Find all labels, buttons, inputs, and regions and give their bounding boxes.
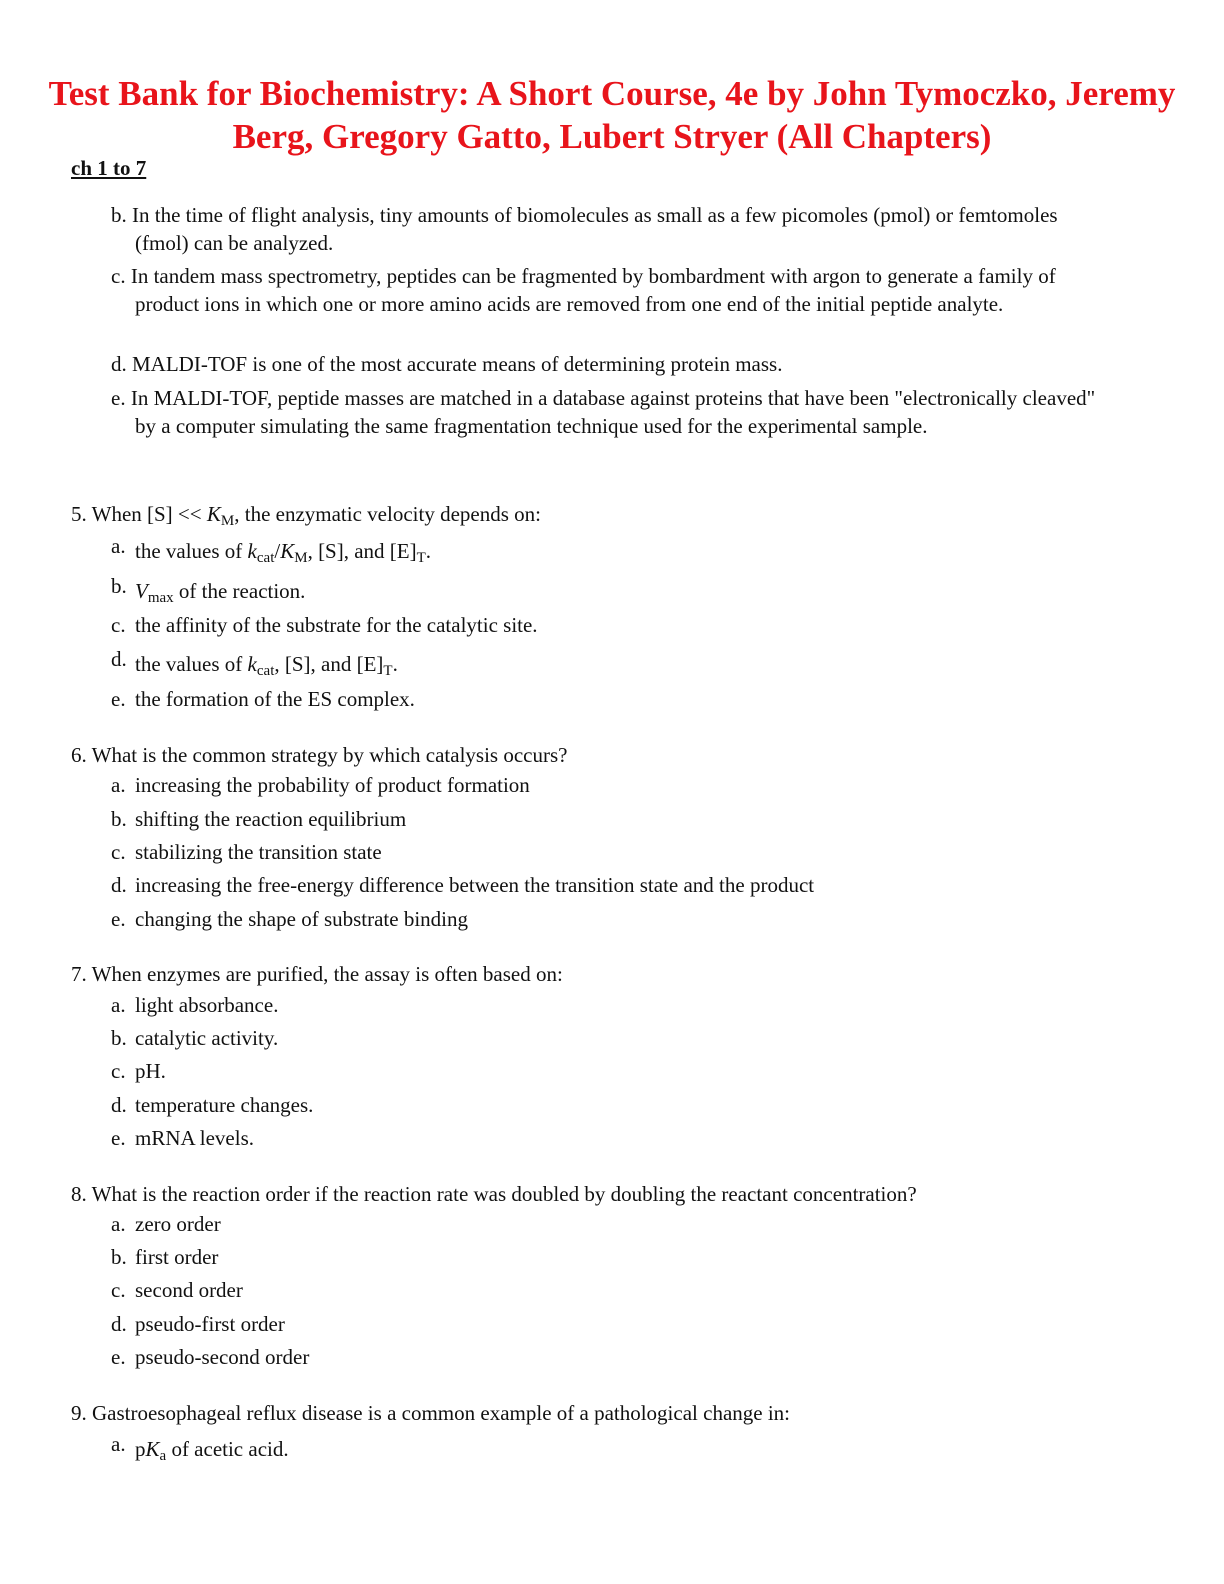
q7-option-c: c. pH.	[111, 1059, 166, 1083]
q5-option-b: b. Vmax of the reaction.	[111, 574, 306, 606]
q8-option-e: e. pseudo-second order	[111, 1345, 310, 1369]
q6-option-d: d. increasing the free-energy difference between the transition state and the product	[111, 873, 815, 897]
q4-option-c: c. In tandem mass spectrometry, peptides can be fragmented by bombardment with argon to generate a family of product ions in which one or more amino acids are removed from one end of the initial peptide analyte.	[111, 264, 1056, 316]
q7-question: 7. When enzymes are purified, the assay is often based on:	[71, 962, 563, 986]
q8-option-d: d. pseudo-first order	[111, 1312, 285, 1336]
document-title: Test Bank for Biochemistry: A Short Course, 4e by John Tymoczko, Jeremy Berg, Gregory Gatto, Lubert Stryer (All Chapters)	[48, 74, 1176, 156]
q5-option-a: a. the values of kcat/KM, [S], and [E]T.	[111, 534, 432, 566]
q7-option-a: a. light absorbance.	[111, 993, 279, 1017]
q5-option-d: d. the values of kcat, [S], and [E]T.	[111, 647, 398, 679]
q6-option-e: e. changing the shape of substrate binding	[111, 907, 469, 931]
q9-option-a: a. pKa of acetic acid.	[111, 1432, 289, 1464]
q4-option-e: e. In MALDI-TOF, peptide masses are matched in a database against proteins that have been "electronically cleaved" by a computer simulating the same fragmentation technique used for the experimental sample.	[111, 386, 1096, 438]
q8-option-b: b. first order	[111, 1245, 219, 1269]
q7-option-e: e. mRNA levels.	[111, 1126, 254, 1150]
q8-question: 8. What is the reaction order if the reaction rate was doubled by doubling the reactant concentration?	[71, 1182, 917, 1206]
q9-question: 9. Gastroesophageal reflux disease is a common example of a pathological change in:	[71, 1401, 791, 1425]
q6-option-c: c. stabilizing the transition state	[111, 840, 382, 864]
q7-option-b: b. catalytic activity.	[111, 1026, 279, 1050]
q8-option-c: c. second order	[111, 1278, 243, 1302]
q6-question: 6. What is the common strategy by which catalysis occurs?	[71, 743, 568, 767]
q8-option-a: a. zero order	[111, 1212, 221, 1236]
q6-option-a: a. increasing the probability of product formation	[111, 773, 530, 797]
q5-question: 5. When [S] << KM, the enzymatic velocity depends on:	[71, 502, 541, 529]
q7-option-d: d. temperature changes.	[111, 1093, 314, 1117]
q6-option-b: b. shifting the reaction equilibrium	[111, 807, 407, 831]
chapter-label: ch 1 to 7	[71, 156, 147, 180]
q5-option-e: e. the formation of the ES complex.	[111, 687, 415, 711]
q4-option-d: d. MALDI-TOF is one of the most accurate means of determining protein mass.	[111, 352, 783, 376]
q4-option-b: b. In the time of flight analysis, tiny amounts of biomolecules as small as a few picomoles (pmol) or femtomoles (fmol) can be analyzed.	[111, 203, 1058, 255]
q5-option-c: c. the affinity of the substrate for the catalytic site.	[111, 613, 538, 637]
